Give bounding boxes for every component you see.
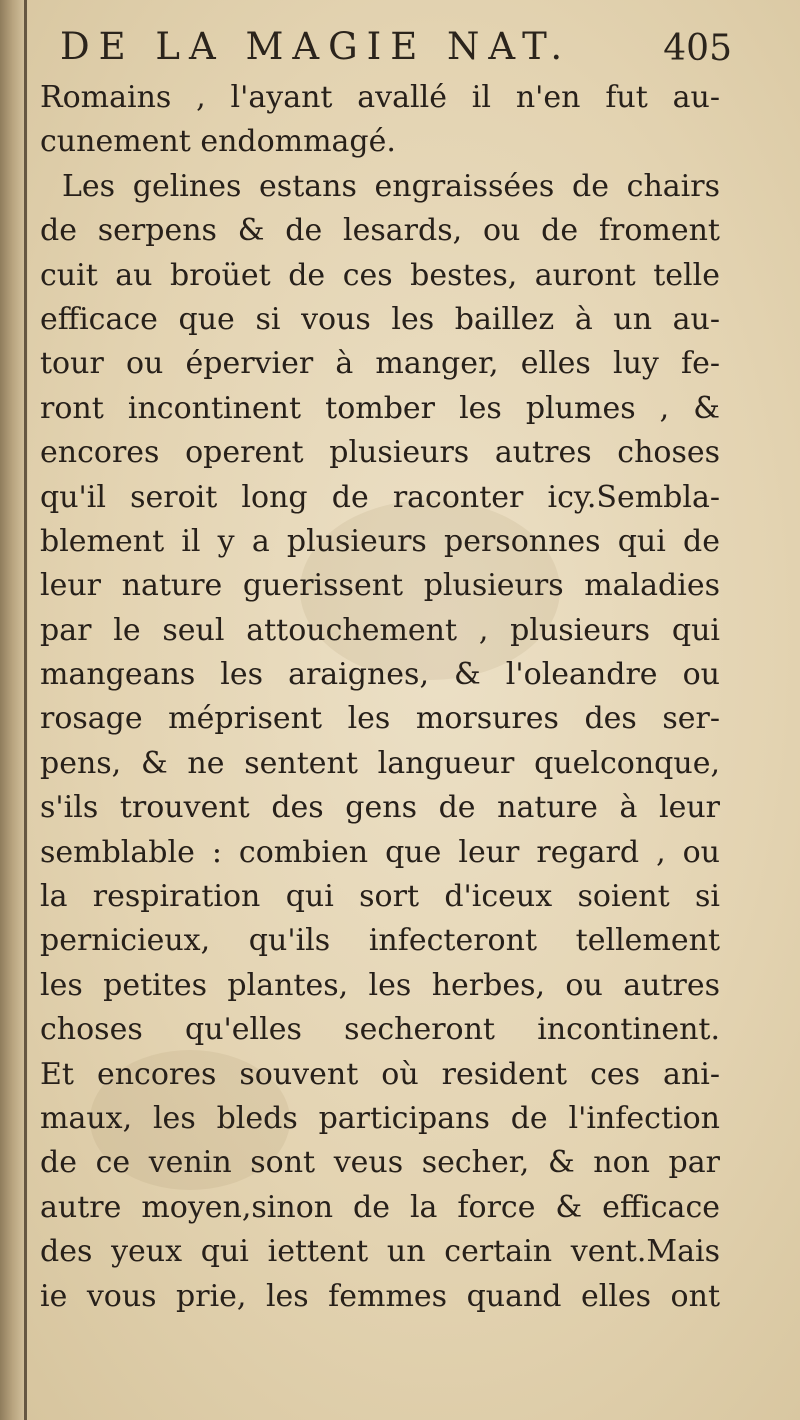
text-line: cunement endommagé. [40,124,396,160]
text-line: les petites plantes, les herbes, ou autres [40,967,720,1003]
text-line: par le seul attouchement , plusieurs qui [40,612,720,648]
text-line: ie vous prie, les femmes quand elles ont [40,1278,720,1314]
text-line: blement il y a plusieurs personnes qui de [40,523,720,559]
page-number: 405 [663,28,732,69]
text-line: s'ils trouvent des gens de nature à leur [40,790,720,826]
text-line: tour ou épervier à manger, elles luy fe- [40,346,720,382]
text-line: Les gelines estans engraissées de chairs [62,168,720,204]
running-head: DE LA MAGIE NAT. [60,25,572,68]
text-line: Romains , l'ayant avallé il n'en fut au- [40,80,720,115]
text-line: de ce venin sont veus secher, & non par [40,1145,720,1181]
text-line: qu'il seroit long de raconter icy.Sembla- [40,479,720,515]
body-text [40,76,720,1319]
text-line: pernicieux, qu'ils infecteront tellement [40,923,720,959]
text-line: semblable : combien que leur regard , ou [40,834,720,870]
text-line: rosage méprisent les morsures des ser- [40,701,720,737]
text-line: cuit au broüet de ces bestes, auront telle [40,257,720,293]
page-header [60,22,760,82]
text-line: la respiration qui sort d'iceux soient si [40,879,720,915]
text-line: efficace que si vous les baillez à un au- [40,301,720,337]
text-line: leur nature guerissent plusieurs maladies [40,568,720,604]
text-line: des yeux qui iettent un certain vent.Mais [40,1234,720,1270]
text-line: maux, les bleds participans de l'infection [40,1100,720,1136]
text-line: Et encores souvent où resident ces ani- [40,1056,720,1092]
text-line: choses qu'elles secheront incontinent. [40,1012,720,1048]
text-line: ront incontinent tomber les plumes , & [40,390,720,426]
text-line: mangeans les araignes, & l'oleandre ou [40,657,720,693]
text-line: encores operent plusieurs autres choses [40,435,720,471]
text-line: autre moyen,sinon de la force & efficace [40,1189,720,1225]
text-line: de serpens & de lesards, ou de froment [40,213,720,249]
gutter-edge [24,0,27,1420]
text-line: pens, & ne sentent langueur quelconque, [40,745,720,781]
